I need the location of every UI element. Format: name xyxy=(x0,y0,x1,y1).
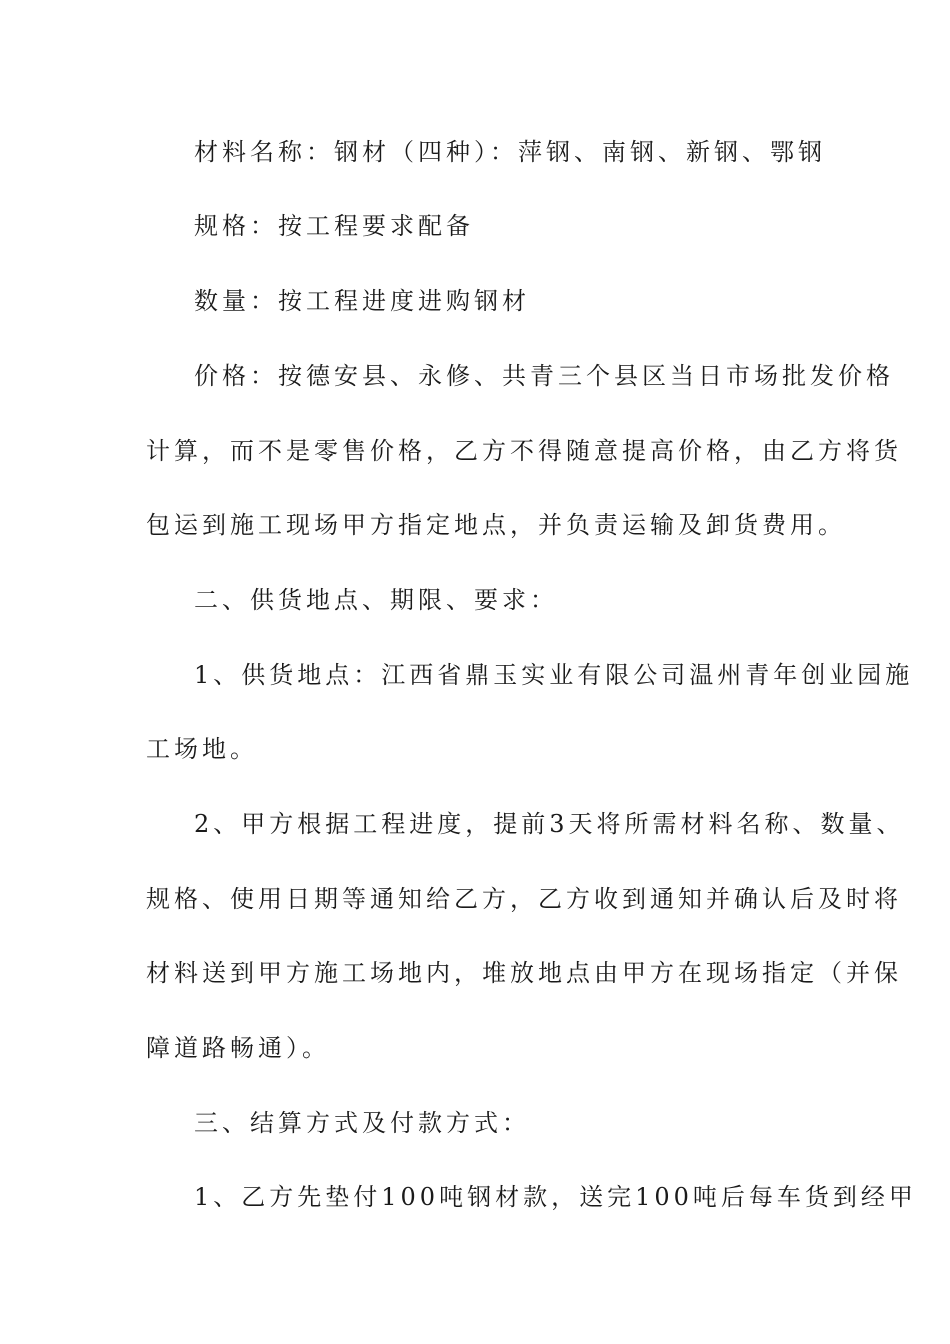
quantity-line: 数量：按工程进度进购钢材 xyxy=(194,287,530,315)
notice-line-continued-3: 障道路畅通）。 xyxy=(146,1034,330,1062)
payment-line: 1、乙方先垫付100吨钢材款，送完100吨后每车货到经甲 xyxy=(194,1183,917,1211)
price-line-continued-1: 计算，而不是零售价格，乙方不得随意提高价格，由乙方将货 xyxy=(146,437,902,465)
spec-line: 规格：按工程要求配备 xyxy=(194,212,474,240)
price-line: 价格：按德安县、永修、共青三个县区当日市场批发价格 xyxy=(194,362,894,390)
material-name-line: 材料名称：钢材（四种）：萍钢、南钢、新钢、鄂钢 xyxy=(194,138,826,166)
section-2-heading: 二、供货地点、期限、要求： xyxy=(194,586,558,614)
notice-line-continued-1: 规格、使用日期等通知给乙方，乙方收到通知并确认后及时将 xyxy=(146,885,902,913)
delivery-location-line: 1、供货地点：江西省鼎玉实业有限公司温州青年创业园施 xyxy=(194,661,914,689)
delivery-location-line-continued: 工场地。 xyxy=(146,735,258,763)
notice-line-continued-2: 材料送到甲方施工场地内，堆放地点由甲方在现场指定（并保 xyxy=(146,959,902,987)
notice-line: 2、甲方根据工程进度，提前3天将所需材料名称、数量、 xyxy=(194,810,905,838)
price-line-continued-2: 包运到施工现场甲方指定地点，并负责运输及卸货费用。 xyxy=(146,511,846,539)
section-3-heading: 三、结算方式及付款方式： xyxy=(194,1109,530,1137)
